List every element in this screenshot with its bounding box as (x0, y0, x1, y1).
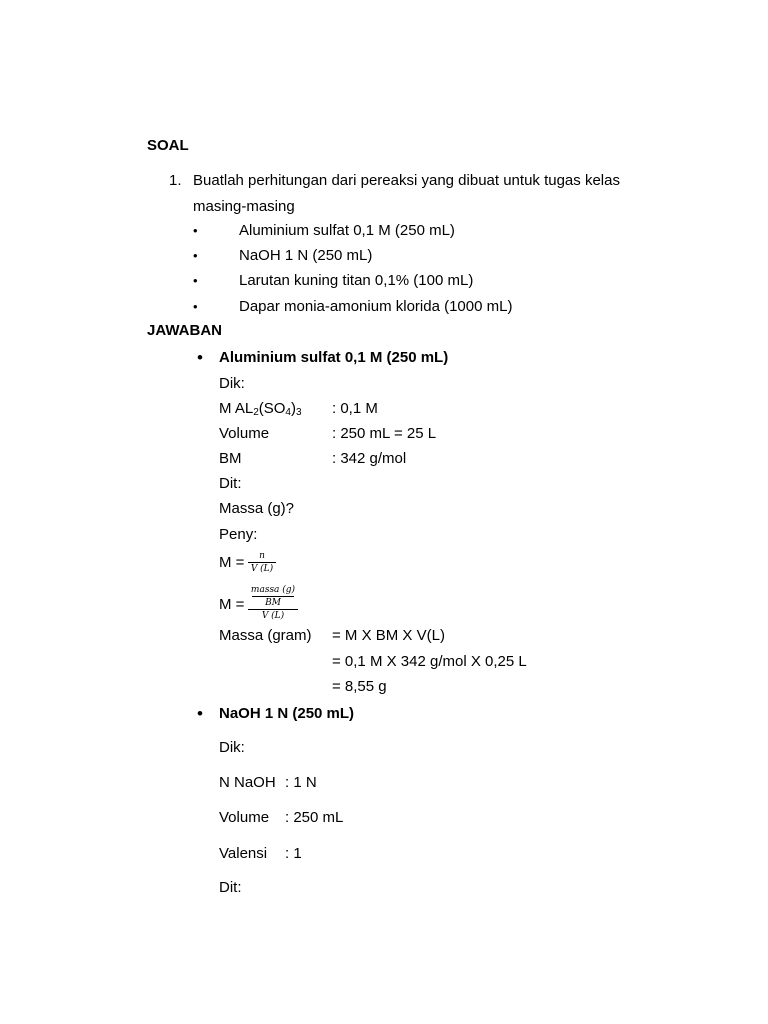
formula-m-eq: M = (219, 596, 245, 613)
dit-label: Dit: (219, 475, 242, 492)
normality-value: : 1 N (285, 774, 317, 791)
question-text-line1: Buatlah perhitungan dari pereaksi yang dibuat untuk tugas kelas (193, 172, 620, 189)
volume-label: Volume (219, 809, 270, 826)
jawaban-heading: JAWABAN (147, 322, 223, 339)
bullet-icon: • (197, 704, 203, 723)
asked-quantity: Massa (g)? (219, 500, 295, 517)
list-item: NaOH 1 N (250 mL) (239, 247, 373, 264)
calc-step-1: = M X BM X V(L) (332, 627, 445, 644)
bullet-icon: • (193, 248, 198, 263)
calc-step-3: = 8,55 g (332, 678, 387, 695)
volume-value: : 250 mL = 25 L (332, 425, 437, 442)
list-item: Larutan kuning titan 0,1% (100 mL) (239, 272, 474, 289)
volume-value: : 250 mL (285, 809, 344, 826)
bm-value: : 342 g/mol (332, 450, 407, 467)
bm-label: BM (219, 450, 242, 467)
fraction-n-over-v: n V (L) (248, 551, 276, 574)
valensi-label: Valensi (219, 845, 268, 862)
bullet-icon: • (197, 348, 203, 367)
dik-label: Dik: (219, 375, 245, 392)
volume-label: Volume (219, 425, 270, 442)
normality-label: N NaOH (219, 774, 276, 791)
question-number: 1. (169, 172, 182, 189)
formula-m-eq: M = (219, 554, 245, 571)
soal-heading: SOAL (147, 137, 189, 154)
list-item: Dapar monia-amonium klorida (1000 mL) (239, 298, 513, 315)
bullet-icon: • (193, 299, 198, 314)
section-title-naoh: NaOH 1 N (250 mL) (219, 705, 355, 722)
fraction-massa-over-bm-over-v: massa (g) BM V (L) (248, 585, 298, 621)
molarity-value: : 0,1 M (332, 400, 378, 417)
peny-label: Peny: (219, 526, 258, 543)
list-item: Aluminium sulfat 0,1 M (250 mL) (239, 222, 455, 239)
bullet-icon: • (193, 273, 198, 288)
dit-label: Dit: (219, 879, 242, 896)
calc-step-2: = 0,1 M X 342 g/mol X 0,25 L (332, 653, 527, 670)
section-title-aluminium: Aluminium sulfat 0,1 M (250 mL) (219, 349, 449, 366)
valensi-value: : 1 (285, 845, 302, 862)
dik-label: Dik: (219, 739, 245, 756)
bullet-icon: • (193, 223, 198, 238)
formula-label: M $AL_2(SO_4)_3$ (219, 400, 302, 418)
massa-label: Massa (gram) (219, 627, 312, 644)
question-text-line2: masing-masing (193, 198, 295, 215)
